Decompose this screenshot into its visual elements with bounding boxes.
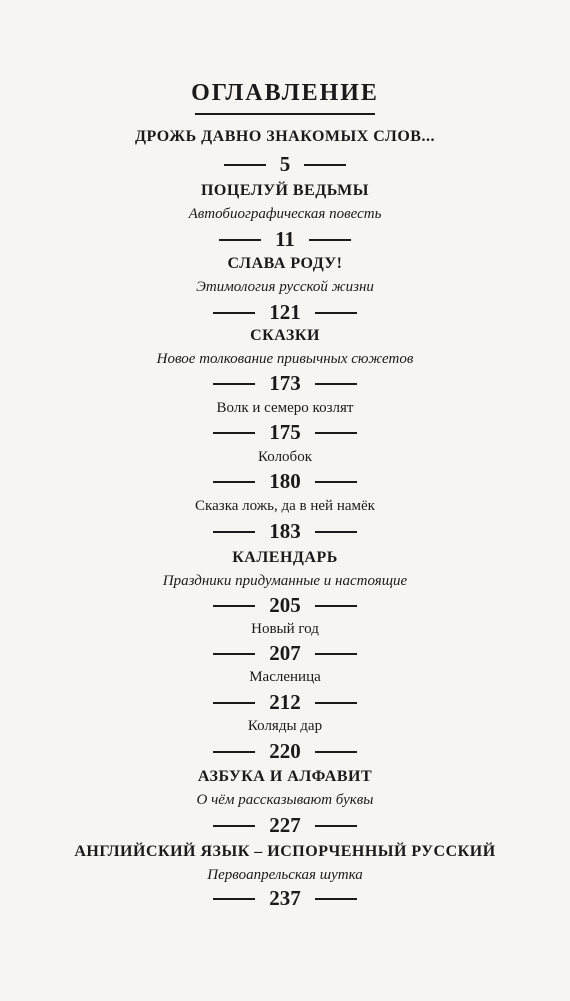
toc-entry-title: Сказка ложь, да в ней намёк xyxy=(195,498,375,514)
toc-page-number xyxy=(0,371,570,396)
toc-page-number xyxy=(0,420,570,445)
dash-rule-left xyxy=(213,751,255,753)
dash-rule-left xyxy=(213,653,255,655)
dash-rule-left xyxy=(213,481,255,483)
dash-rule-right xyxy=(315,825,357,827)
dash-rule-left xyxy=(213,531,255,533)
dash-rule-left xyxy=(213,432,255,434)
toc-entry-title: СКАЗКИ xyxy=(250,327,320,344)
dash-rule-right xyxy=(315,751,357,753)
page-number: 173 xyxy=(269,371,301,395)
toc-page-number xyxy=(0,227,570,252)
page-number: 237 xyxy=(269,886,301,910)
toc-entry-title: КАЛЕНДАРЬ xyxy=(232,549,338,566)
toc-page-number xyxy=(0,739,570,764)
dash-rule-right xyxy=(315,432,357,434)
page-number: 11 xyxy=(275,227,295,251)
dash-rule-left xyxy=(213,702,255,704)
page-number: 220 xyxy=(269,739,301,763)
dash-rule-left xyxy=(213,825,255,827)
page-number: 121 xyxy=(269,300,301,324)
dash-rule-right xyxy=(309,239,351,241)
page-number: 5 xyxy=(279,152,291,176)
toc-page-number xyxy=(0,300,570,325)
toc-page-number xyxy=(0,469,570,494)
toc-entry-subtitle: Новое толкование привычных сюжетов xyxy=(156,351,414,367)
title-underline xyxy=(195,113,375,115)
toc-page-number xyxy=(0,813,570,838)
page-number: 212 xyxy=(269,690,301,714)
toc-entry-subtitle: Праздники придуманные и настоящие xyxy=(162,573,408,589)
toc-page-number xyxy=(0,519,570,544)
dash-rule-right xyxy=(315,653,357,655)
toc-entry-title: ПОЦЕЛУЙ ВЕДЬМЫ xyxy=(200,182,369,199)
page-number: 227 xyxy=(269,813,301,837)
toc-page-number xyxy=(0,152,570,177)
toc-page-number xyxy=(0,641,570,666)
toc-entry-subtitle: Первоапрельская шутка xyxy=(207,867,363,883)
toc-entry-title: АНГЛИЙСКИЙ ЯЗЫК – ИСПОРЧЕННЫЙ РУССКИЙ xyxy=(74,843,496,860)
toc-page-number xyxy=(0,593,570,618)
toc-entry-subtitle: Этимология русской жизни xyxy=(196,279,374,295)
page-number: 207 xyxy=(269,641,301,665)
toc-entry-title: ДРОЖЬ ДАВНО ЗНАКОМЫХ СЛОВ... xyxy=(135,128,435,145)
dash-rule-left xyxy=(213,383,255,385)
toc-page-number xyxy=(0,690,570,715)
toc-entry-subtitle: Автобиографическая повесть xyxy=(188,206,382,222)
toc-entry-title: Волк и семеро козлят xyxy=(216,400,354,416)
toc-entry-title: Коляды дар xyxy=(247,718,323,734)
page-title: ОГЛАВЛЕНИЕ xyxy=(191,80,379,106)
dash-rule-left xyxy=(219,239,261,241)
toc-entry-subtitle: О чём рассказывают буквы xyxy=(196,792,374,808)
toc-entry-title: Новый год xyxy=(251,621,319,637)
dash-rule-right xyxy=(315,531,357,533)
dash-rule-left xyxy=(213,312,255,314)
page-number: 180 xyxy=(269,469,301,493)
dash-rule-left xyxy=(224,164,266,166)
dash-rule-right xyxy=(315,898,357,900)
dash-rule-right xyxy=(315,605,357,607)
toc-entry-title: Масленица xyxy=(249,669,321,685)
dash-rule-right xyxy=(315,702,357,704)
dash-rule-right xyxy=(315,312,357,314)
dash-rule-left xyxy=(213,605,255,607)
page-number: 183 xyxy=(269,519,301,543)
toc-entry-title: Колобок xyxy=(258,449,312,465)
dash-rule-right xyxy=(315,383,357,385)
toc-page-number xyxy=(0,886,570,911)
dash-rule-left xyxy=(213,898,255,900)
toc-entry-title: СЛАВА РОДУ! xyxy=(227,255,343,272)
page-number: 205 xyxy=(269,593,301,617)
page-number: 175 xyxy=(269,420,301,444)
dash-rule-right xyxy=(315,481,357,483)
dash-rule-right xyxy=(304,164,346,166)
toc-entry-title: АЗБУКА И АЛФАВИТ xyxy=(197,768,373,785)
